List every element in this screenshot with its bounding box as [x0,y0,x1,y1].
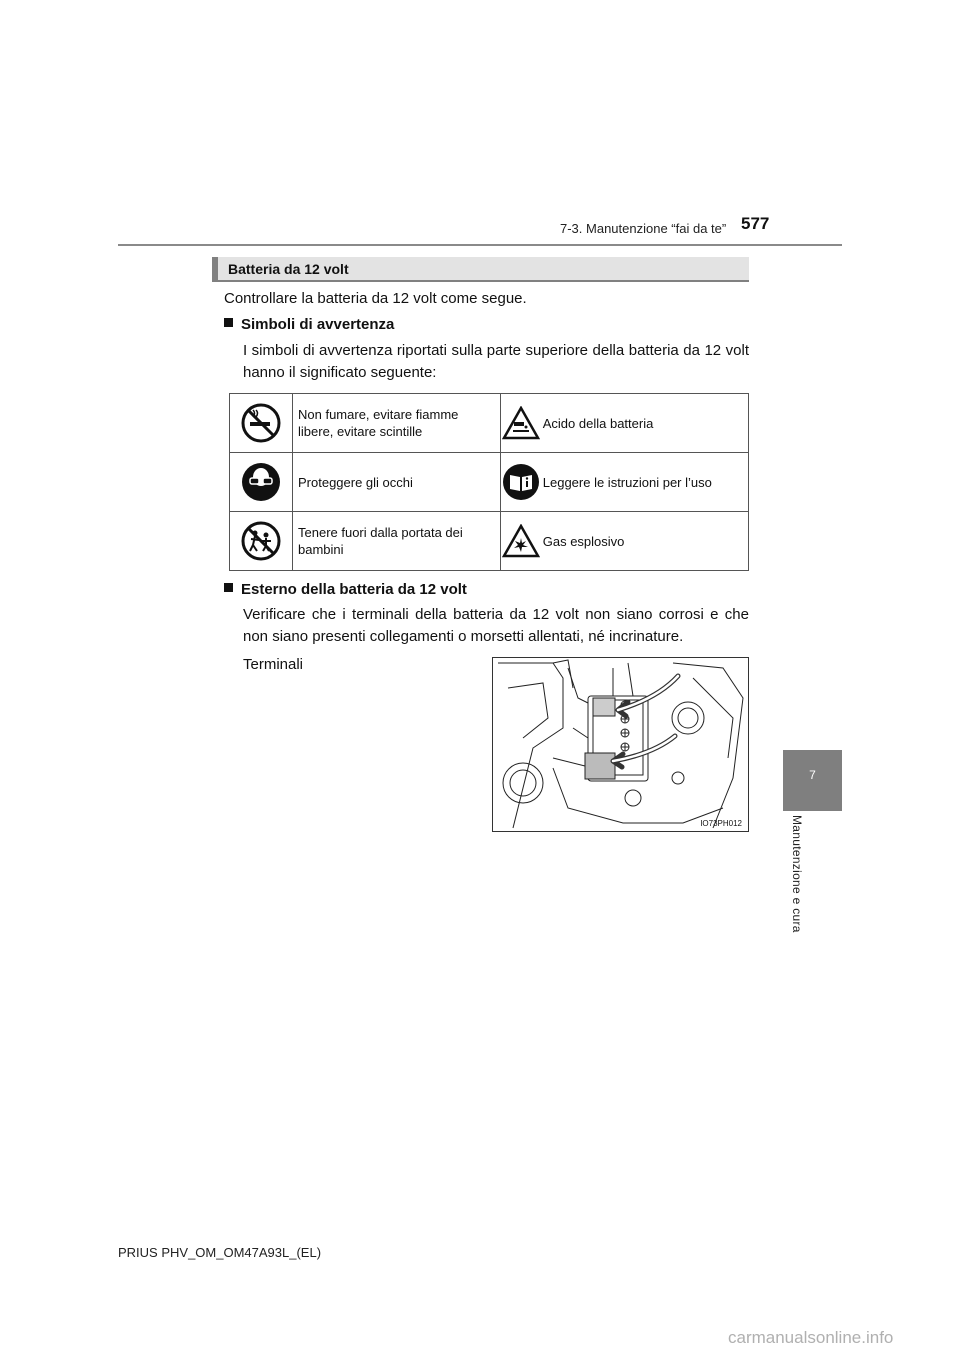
square-bullet-icon [224,318,233,327]
exterior-text: Verificare che i terminali della batteria da 12 volt non siano corrosi e che non siano presenti collegamenti o morsetti allentati, né incrinature. [243,606,749,645]
no-smoking-icon [230,394,293,453]
header-section-title: 7-3. Manutenzione “fai da te” [560,221,727,236]
warning-symbols-text: I simboli di avvertenza riportati sulla parte superiore della batteria da 12 volt hanno il significato seguente: [243,342,749,381]
symbol-label: Gas esplosivo [541,512,749,571]
section-title: Batteria da 12 volt [228,261,349,277]
page-number: 577 [741,214,770,233]
engine-bay-drawing [493,658,748,831]
chapter-tab [783,750,842,811]
table-row [230,394,749,453]
intro-text: Controllare la batteria da 12 volt come segue. [224,290,527,307]
symbol-label: Non fumare, evitare fiamme libere, evitare scintille [293,394,501,453]
warning-symbols-table [229,393,749,571]
keep-away-children-icon [230,512,293,571]
battery-acid-icon [500,394,541,453]
symbol-label: Proteggere gli occhi [293,453,501,512]
exterior-heading: Esterno della batteria da 12 volt [224,581,467,598]
warning-symbols-heading: Simboli di avvertenza [224,316,394,333]
table-row [230,512,749,571]
battery-terminals-illustration [492,657,749,832]
symbol-label: Leggere le istruzioni per l’uso [541,453,749,512]
footer-code: PRIUS PHV_OM_OM47A93L_(EL) [118,1245,322,1260]
explosive-gas-icon [500,512,541,571]
symbol-label: Acido della batteria [541,394,749,453]
table-row [230,453,749,512]
chapter-number: 7 [809,768,816,782]
section-title-bar [212,257,749,282]
terminal-arrow [613,736,675,767]
eye-protection-icon [230,453,293,512]
terminals-label: Terminali [243,656,304,673]
figure-code: IO73PH012 [700,819,742,828]
chapter-label: Manutenzione e cura [790,815,804,933]
square-bullet-icon [224,583,233,592]
read-instructions-icon [500,453,541,512]
watermark: carmanualsonline.info [728,1328,894,1347]
header-divider [118,244,842,246]
symbol-label: Tenere fuori dalla portata dei bambini [293,512,501,571]
